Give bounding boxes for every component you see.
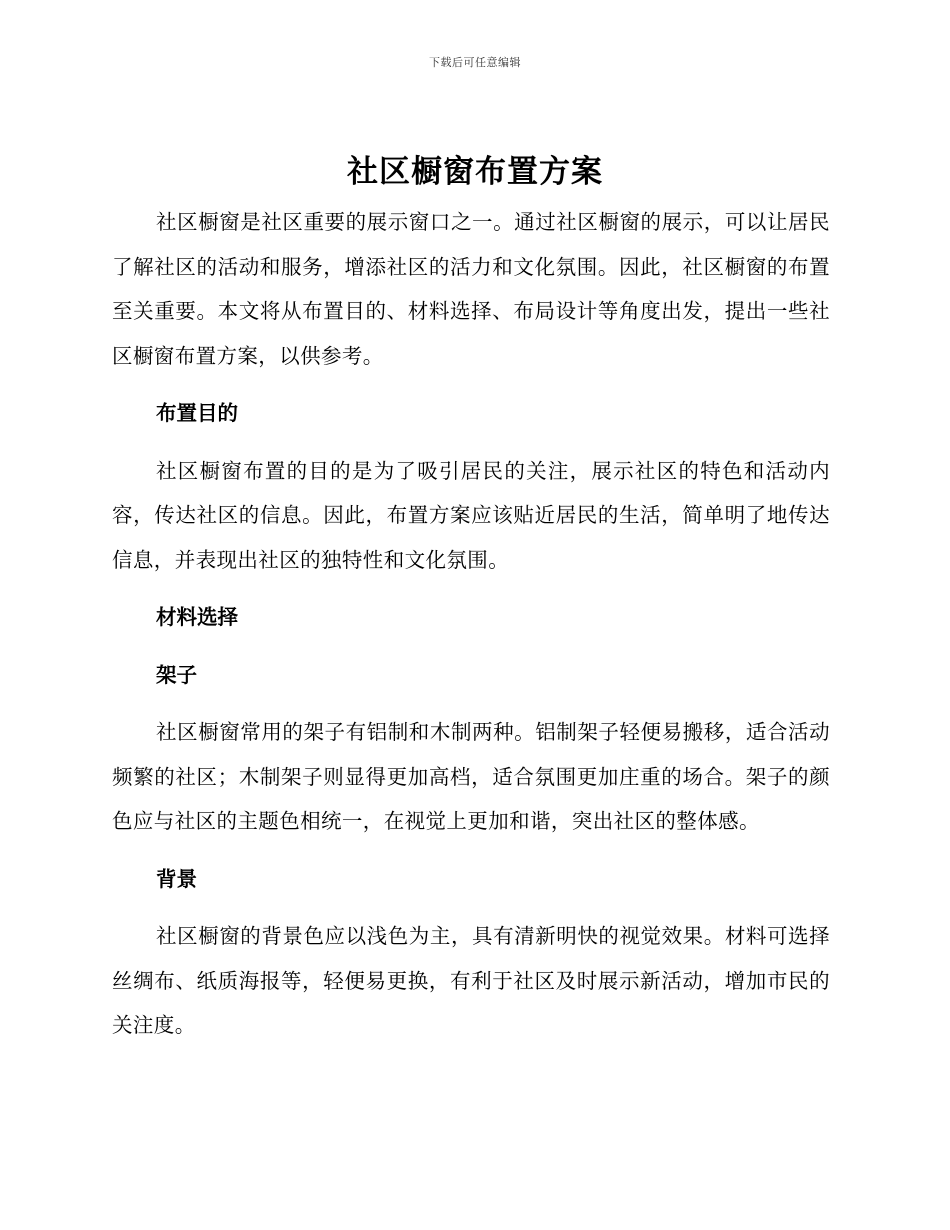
page-header-note: 下载后可任意编辑	[429, 56, 521, 69]
section-heading-materials: 材料选择	[156, 605, 238, 629]
section-heading-purpose: 布置目的	[156, 401, 238, 425]
background-paragraph: 社区橱窗的背景色应以浅色为主，具有清新明快的视觉效果。材料可选择丝绸布、纸质海报等，轻便易更换，有利于社区及时展示新活动，增加市民的关注度。	[112, 924, 830, 1037]
shelf-paragraph: 社区橱窗常用的架子有铝制和木制两种。铝制架子轻便易搬移，适合活动频繁的社区；木制架子则显得更加高档，适合氛围更加庄重的场合。架子的颜色应与社区的主题色相统一，在视觉上更加和谐，突出社区的整体感。	[112, 720, 830, 833]
purpose-paragraph: 社区橱窗布置的目的是为了吸引居民的关注，展示社区的特色和活动内容，传达社区的信息。因此，布置方案应该贴近居民的生活，简单明了地传达信息，并表现出社区的独特性和文化氛围。	[112, 458, 830, 572]
subsection-heading-background: 背景	[156, 866, 197, 891]
subsection-heading-shelf: 架子	[156, 662, 197, 687]
intro-paragraph: 社区橱窗是社区重要的展示窗口之一。通过社区橱窗的展示，可以让居民了解社区的活动和服务，增添社区的活力和文化氛围。因此，社区橱窗的布置至关重要。本文将从布置目的、材料选择、布局设计等角度出发，提出一些社区橱窗布置方案，以供参考。	[112, 210, 830, 368]
document-body	[112, 200, 830, 1048]
document-title: 社区橱窗布置方案	[347, 154, 603, 190]
